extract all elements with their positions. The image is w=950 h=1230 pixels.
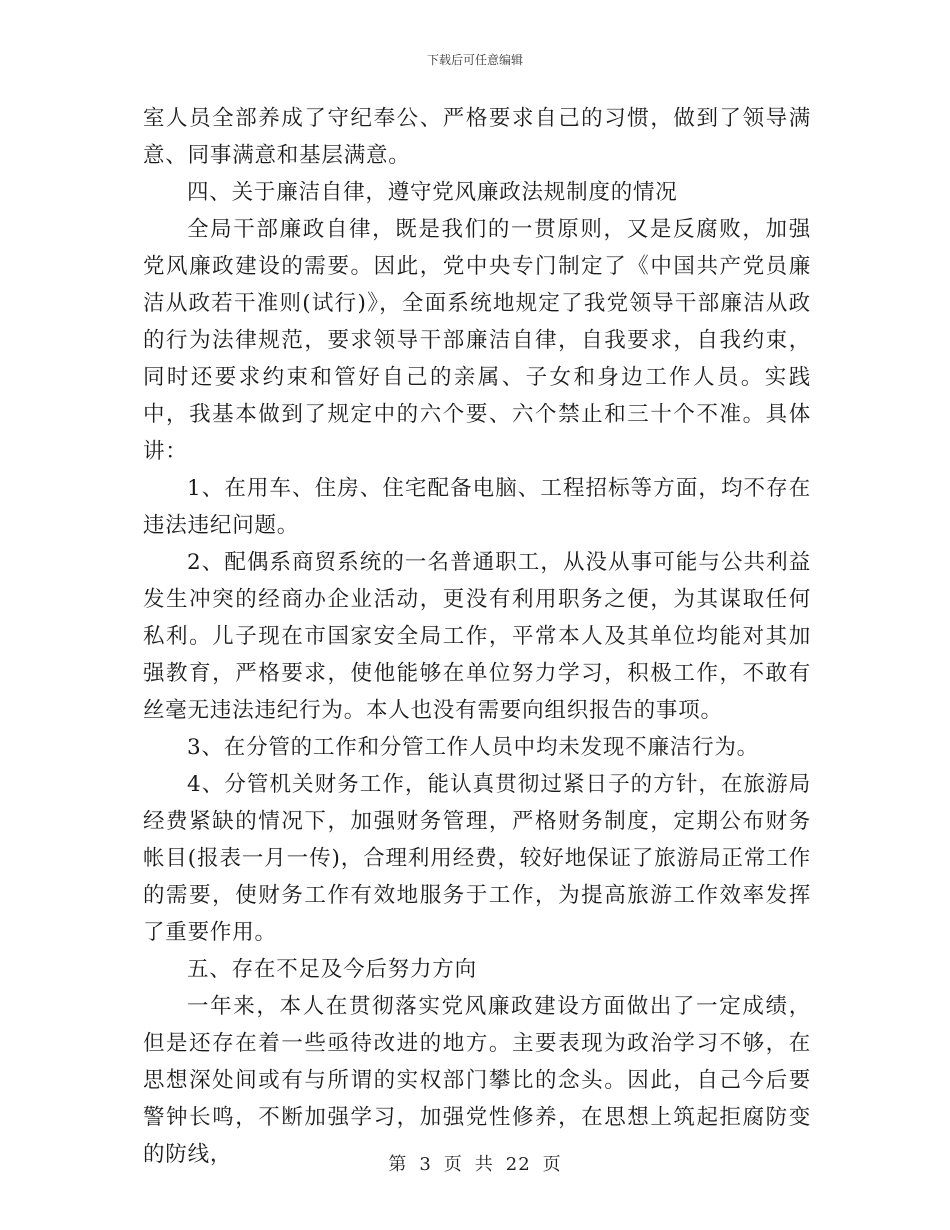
paragraph: 全局干部廉政自律，既是我们的一贯原则，又是反腐败，加强党风廉政建设的需要。因此，党中央专门制定了《中国共产党员廉洁从政若干准则(试行)》，全面系统地规定了我党领导干部廉洁从政的行为法律规范，要求领导干部廉洁自律，自我要求，自我约束，同时还要求约束和管好自己的亲属、子女和身边工作人员。实践中，我基本做到了规定中的六个要、六个禁止和三十个不准。具体讲： xyxy=(143,217,811,464)
page-header: 下载后可任意编辑 xyxy=(426,53,523,67)
footer-suffix: 页 xyxy=(542,1154,562,1175)
list-item: 4、分管机关财务工作，能认真贯彻过紧日子的方针，在旅游局经费紧缺的情况下，加强财务管理，严格财务制度，定期公布财务帐目(报表一月一传)，合理利用经费，较好地保证了旅游局正常工作的需要，使财务工作有效地服务于工作，为提高旅游工作效率发挥了重要作用。 xyxy=(143,772,811,945)
list-item: 1、在用车、住房、住宅配备电脑、工程招标等方面，均不存在违法违纪问题。 xyxy=(143,476,811,538)
page-number: 3 xyxy=(419,1154,432,1175)
document-body xyxy=(143,100,811,1173)
page-footer xyxy=(0,1153,950,1177)
list-item: 2、配偶系商贸系统的一名普通职工，从没从事可能与公共利益发生冲突的经商办企业活动，更没有利用职务之便，为其谋取任何私利。儿子现在市国家安全局工作，平常本人及其单位均能对其加强教育，严格要求，使他能够在单位努力学习，积极工作，不敢有丝毫无违法违纪行为。本人也没有需要向组织报告的事项。 xyxy=(143,550,811,723)
section-heading: 五、存在不足及今后努力方向 xyxy=(187,957,477,982)
footer-total-prefix: 共 xyxy=(474,1154,494,1175)
list-item: 3、在分管的工作和分管工作人员中均未发现不廉洁行为。 xyxy=(187,735,759,760)
footer-prefix: 第 xyxy=(388,1154,408,1175)
paragraph: 室人员全部养成了守纪奉公、严格要求自己的习惯，做到了领导满意、同事满意和基层满意。 xyxy=(143,106,811,168)
paragraph: 一年来，本人在贯彻落实党风廉政建设方面做出了一定成绩，但是还存在着一些亟待改进的地方。主要表现为政治学习不够，在思想深处间或有与所谓的实权部门攀比的念头。因此，自己今后要警钟长鸣，不断加强学习，加强党性修养，在思想上筑起拒腐防变的防线， xyxy=(143,994,811,1167)
section-heading: 四、关于廉洁自律，遵守党风廉政法规制度的情况 xyxy=(187,180,678,205)
footer-middle: 页 xyxy=(443,1154,463,1175)
total-pages: 22 xyxy=(505,1154,531,1175)
